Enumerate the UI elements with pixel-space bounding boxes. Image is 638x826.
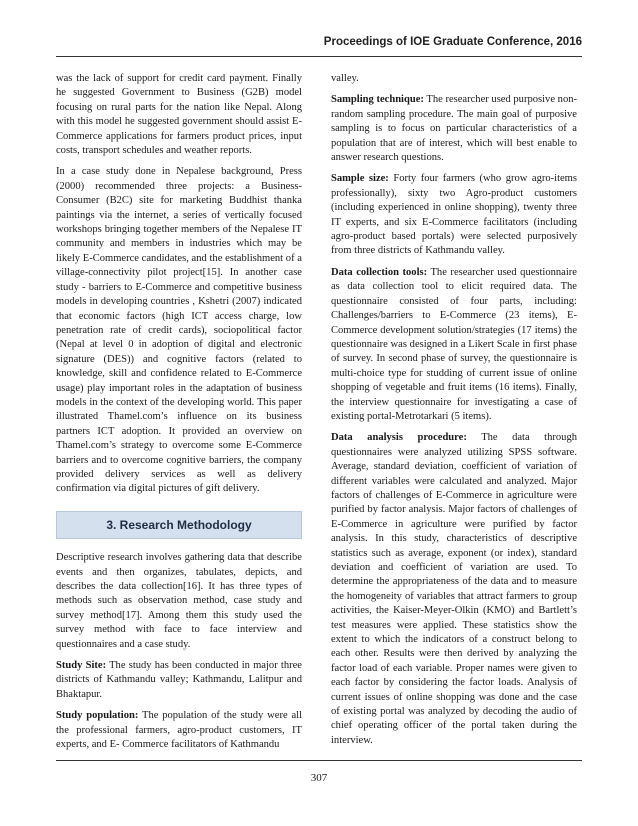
paragraph-valley: valley. [331,73,359,84]
left-column [56,72,302,759]
data-collection-tools-label: Data collection tools: [331,266,428,278]
study-site-text: The study has been conducted in major three districts of Kathmandu valley; Kathmandu, Lalitpur and Bhaktapur. [56,660,302,700]
footer-rule [56,760,582,761]
paragraph-sampling-technique [331,93,577,165]
paragraph-nepal-case-study: In a case study done in Nepalese background, Press (2000) recommended three projects: a Business-Consumer (B2C) site for marketing Buddhist thanka paintings via the internet, a series of vertically focused workshops bringing together members of the Nepalese IT community and members in industries which may be likely E-Commerce candidates, and the establishment of a village-connectivity pilot project[15]. In another case study - barriers to E-Commerce and competitive business models in developing countries , Kshetri (2007) indicated that economic factors (high ICT access charge, low penetration rate of credit cards), sociopolitical factor (Nepal at level 0 in adoption of digital and electronic signature (DES)) and cognitive factors (related to knowledge, skill and confidence related to E-Commerce usage) play important roles in the adaptation of business models in the context of the developing world. This paper illustrated Thamel.com’s influence on its business partners ICT adoption. It provided an overview on Thamel.com’s strategy to overcome some E-Commerce barriers and to overcome cognitive barriers, the company provided delivery services as well as delivery confirmation via digital pictures of gift delivery. [56,166,302,495]
header-rule [56,56,582,57]
sample-size-text: Forty four farmers (who grow agro-items professionally), sixty two Agro-product customers (including experienced in online shopping), twenty three IT experts, and six E-Commerce facilitators (including agro-product based portals) were selected purposively from three districts of Kathmandu valley. [331,173,577,257]
sampling-technique-label: Sampling technique: [331,94,424,106]
paragraph-study-site [56,659,302,702]
data-collection-tools-text: The researcher used questionnaire as data collection tool to elicit required data. The questionnaire consisted of four parts, including: Challenges/barriers to E-Commerce (23 items), E-Commerce development solution/strategies (17 items) the questionnaire was designed in a Likert Scale in first phase of survey. In second phase of survey, the questionnaire is multi-choice type for studding of current issue of online shopping of vegetable and fruit items (16 items). Finally, the interview questionnaire for investigating a case of existing portal-Metrotarkari (5 items). [331,266,577,422]
paragraph-descriptive-research: Descriptive research involves gathering data that describe events and then organizes, tabulates, depicts, and describes the data collection[16]. It has three types of methods such as observation method, case study and survey method[17]. Among them this study used the survey method with face to face interview and questionnaires and a case study. [56,552,302,650]
study-population-text: The population of the study were all the professional farmers, agro-product customers, IT experts, and E- Commerce facilitators of Kathmandu [56,710,302,751]
section-heading-research-methodology: 3. Research Methodology [56,511,302,539]
data-analysis-label: Data analysis procedure: [331,432,467,444]
paragraph-g2b: was the lack of support for credit card payment. Finally he suggested Government to Business (G2B) model focusing on rural parts for the nation like Nepal. Along with this model he suggested government should assist E-Commerce applications for farmers product prices, input costs, transport schedules and weather reports. [56,73,302,157]
paragraph-data-analysis [331,431,577,748]
data-analysis-text: The data through questionnaires were analyzed utilizing SPSS software. Average, standard deviation, coefficient of variation of different variables were calculated and analyzed. Major factors of challenges of E-Commerce in agriculture were purified by factor analysis. Major factors of challenges of E-Commerce in agriculture were purified by factor analysis. In this study, characteristics of descriptive statistics such as average, exponent (or index), standard deviation and coefficient of variation are used. To determine the appropriateness of the data and to measure the homogeneity of variables that attract farmers to group activities, the Kaiser-Meyer-Olkin (KMO) and Bartlett’s test measures were applied. These statistics show the extent to which the indicators of a construct belong to each other. Results were then derived by analyzing the factor load of each variable. Proper names were given to each factor by considering the factor loads. Analysis of current issues of online shopping was done and the case of existing portal was analyzed by decoding the audio of chief operating officer of the portal taken during the interview. [331,432,577,746]
paragraph-study-population [56,709,302,752]
page-number: 307 [310,772,328,784]
sampling-technique-text: The researcher used purposive non- random sampling procedure. The main goal of purposive sampling is to focus on particular characteristics of a population that are of interest, which will best enable to answer research questions. [331,94,577,164]
sample-size-label: Sample size: [331,173,389,185]
study-site-label: Study Site: [56,660,107,672]
right-column [331,72,577,755]
running-header: Proceedings of IOE Graduate Conference, 2016 [323,36,582,48]
paragraph-data-collection-tools [331,266,577,424]
study-population-label: Study population: [56,710,139,722]
paragraph-sample-size [331,172,577,258]
